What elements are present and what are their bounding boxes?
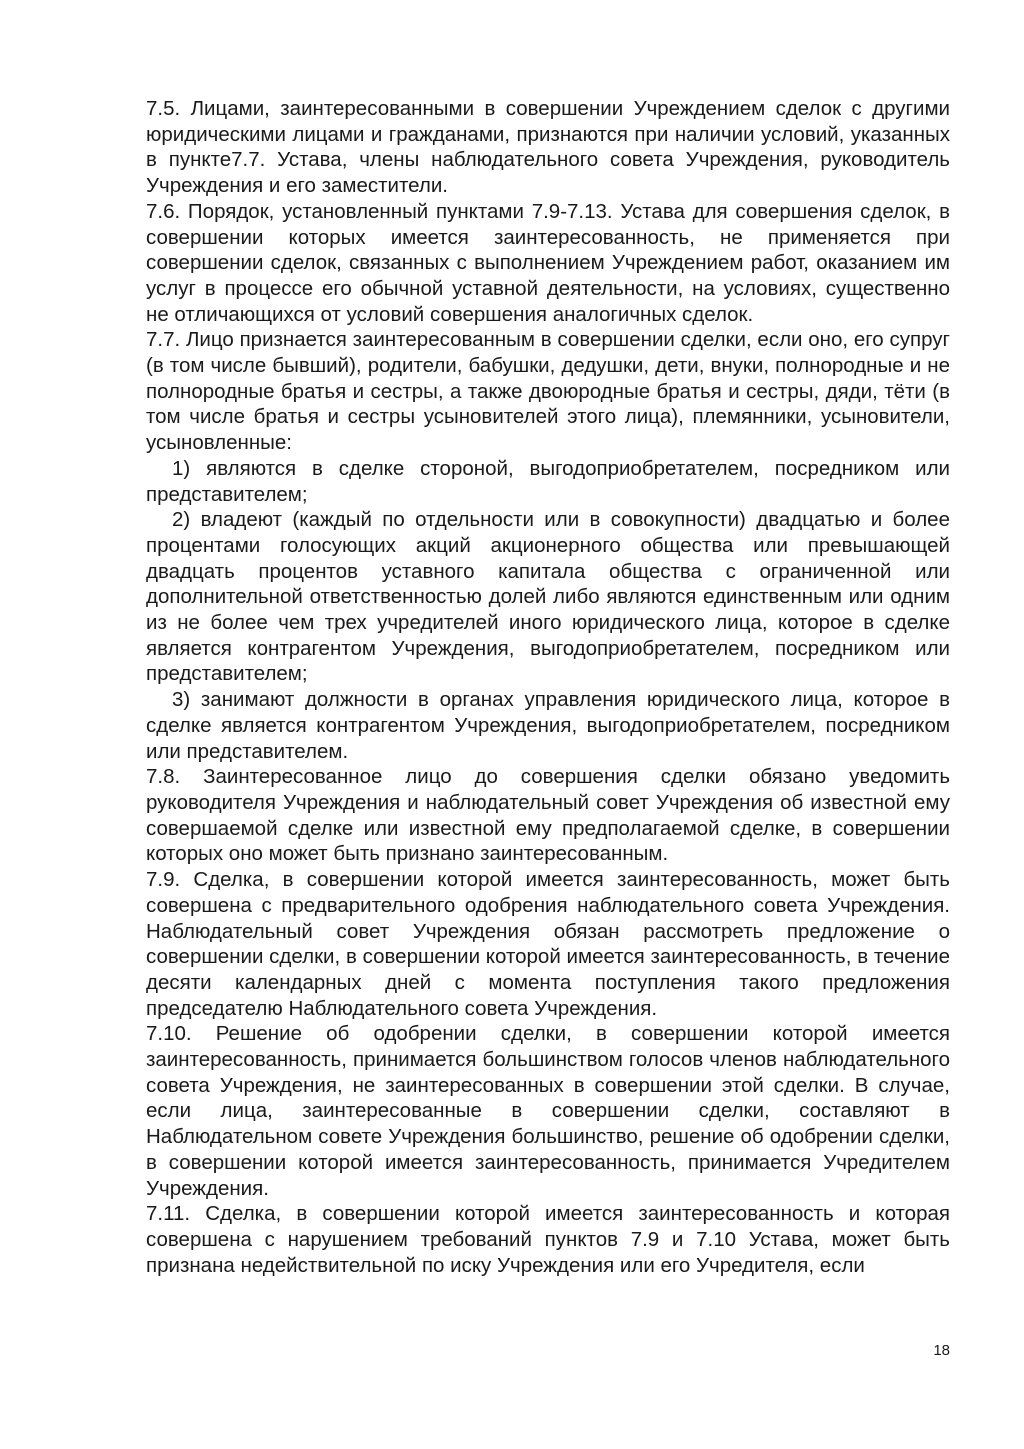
paragraph-7-6: 7.6. Порядок, установленный пунктами 7.9-7.13. Устава для совершения сделок, в совершении которых имеется заинтересованность, не применяется при совершении сделок, связанных с выполнением Учреждением работ, оказанием им услуг в процессе его обычной уставной деятельности, на условиях, существенно не отличающихся от условий совершения аналогичных сделок.	[146, 199, 950, 326]
paragraph-7-9: 7.9. Сделка, в совершении которой имеется заинтересованность, может быть совершена с предварительного одобрения наблюдательного совета Учреждения. Наблюдательный совет Учреждения обязан рассмотреть предложение о совершении сделки, в совершении которой имеется заинтересованность, в течение десяти календарных дней с момента поступления такого предложения председателю Наблюдательного совета Учреждения.	[146, 868, 950, 1020]
list-item-2: 2) владеют (каждый по отдельности или в совокупности) двадцатью и более процентами голосующих акций акционерного общества или превышающей двадцать процентов уставного капитала общества с ограниченной или дополнительной ответственностью долей либо являются единственным или одним из не более чем трех учредителей иного юридического лица, которое в сделке является контрагентом Учреждения, выгодоприобретателем, посредником или представителем;	[146, 508, 950, 686]
list-item-3: 3) занимают должности в органах управления юридического лица, которое в сделке является контрагентом Учреждения, выгодоприобретателем, посредником или представителем.	[146, 688, 950, 763]
page-number: 18	[933, 1342, 950, 1359]
paragraph-7-10: 7.10. Решение об одобрении сделки, в совершении которой имеется заинтересованность, принимается большинством голосов членов наблюдательного совета Учреждения, не заинтересованных в совершении этой сделки. В случае, если лица, заинтересованные в совершении сделки, составляют в Наблюдательном совете Учреждения большинство, решение об одобрении сделки, в совершении которой имеется заинтересованность, принимается Учредителем Учреждения.	[146, 1022, 950, 1200]
document-body	[146, 96, 950, 1278]
paragraph-7-7: 7.7. Лицо признается заинтересованным в совершении сделки, если оно, его супруг (в том числе бывший), родители, бабушки, дедушки, дети, внуки, полнородные и не полнородные братья и сестры, а также двоюродные братья и сестры, дяди, тёти (в том числе братья и сестры усыновителей этого лица), племянники, усыновители, усыновленные:	[146, 328, 950, 455]
paragraph-7-8: 7.8. Заинтересованное лицо до совершения сделки обязано уведомить руководителя Учреждения и наблюдательный совет Учреждения об известной ему совершаемой сделке или известной ему предполагаемой сделке, в совершении которых оно может быть признано заинтересованным.	[146, 765, 950, 866]
paragraph-7-5: 7.5. Лицами, заинтересованными в совершении Учреждением сделок с другими юридическими лицами и гражданами, признаются при наличии условий, указанных в пункте7.7. Устава, члены наблюдательного совета Учреждения, руководитель Учреждения и его заместители.	[146, 97, 950, 198]
list-item-1: 1) являются в сделке стороной, выгодоприобретателем, посредником или представителем;	[146, 456, 950, 506]
paragraph-7-11: 7.11. Сделка, в совершении которой имеется заинтересованность и которая совершена с нарушением требований пунктов 7.9 и 7.10 Устава, может быть признана недействительной по иску Учреждения или его Учредителя, если	[146, 1202, 950, 1277]
